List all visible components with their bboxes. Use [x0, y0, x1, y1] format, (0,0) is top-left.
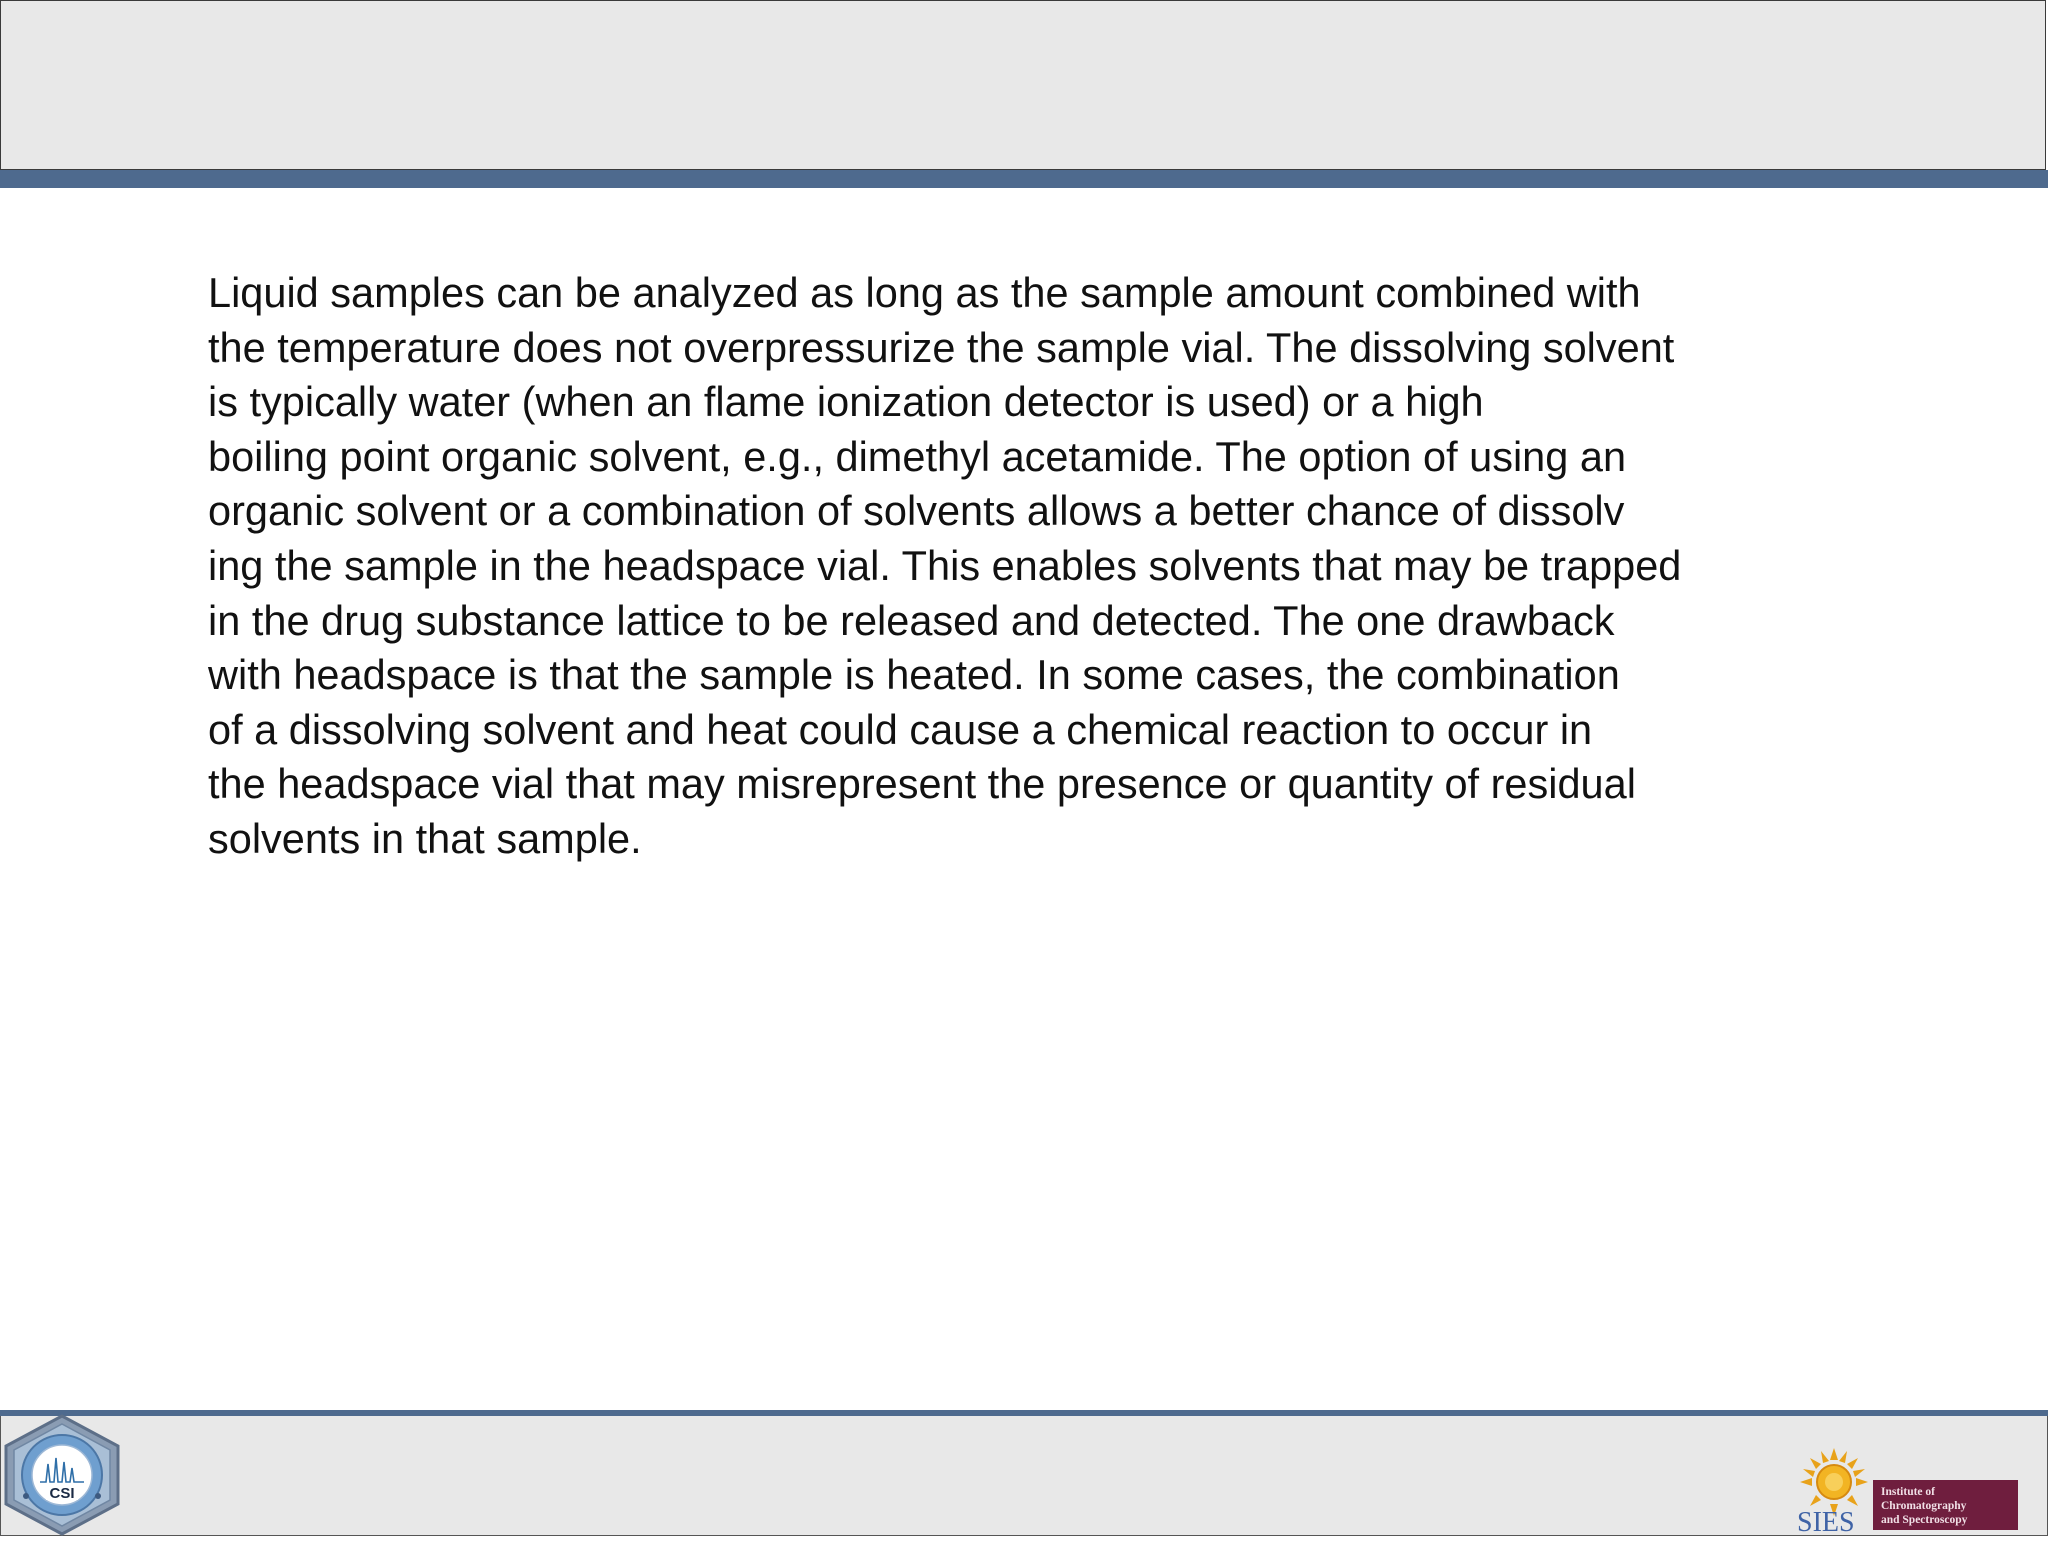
body-line: ing the sample in the headspace vial. This enables solvents that may be trapped [208, 541, 1682, 589]
csi-hexagon-emblem-icon [2, 1412, 122, 1536]
footer-band [0, 1416, 2048, 1536]
header-band [0, 0, 2046, 170]
body-line: solvents in that sample. [208, 814, 642, 862]
body-line: Liquid samples can be analyzed as long as the sample amount combined with [208, 269, 1641, 316]
body-line: of a dissolving solvent and heat could cause a chemical reaction to occur in [208, 705, 1593, 753]
body-line: organic solvent or a combination of solvents allows a better chance of dissolv [208, 487, 1625, 535]
body-line: the headspace vial that may misrepresent the presence or quantity of residual [208, 760, 1636, 808]
body-line: boiling point organic solvent, e.g., dimethyl acetamide. The option of using an [208, 432, 1627, 480]
header-rule [0, 170, 2048, 188]
body-line: is typically water (when an flame ionization detector is used) or a high [208, 378, 1484, 426]
sies-box-line: Chromatography [1881, 1500, 1967, 1512]
sies-box-line: and Spectroscopy [1881, 1514, 1968, 1526]
sies-box-line: Institute of [1881, 1486, 1935, 1498]
csi-logo-text: CSI [49, 1485, 75, 1502]
sies-sun-logo-icon [1794, 1412, 2024, 1536]
body-line: with headspace is that the sample is heated. In some cases, the combination [208, 651, 1620, 699]
slide-body-text [208, 266, 1848, 867]
sies-wordmark: SIES [1797, 1507, 1855, 1536]
body-line: in the drug substance lattice to be released and detected. The one drawback [208, 596, 1615, 644]
body-line: the temperature does not overpressurize the sample vial. The dissolving solvent [208, 323, 1675, 371]
